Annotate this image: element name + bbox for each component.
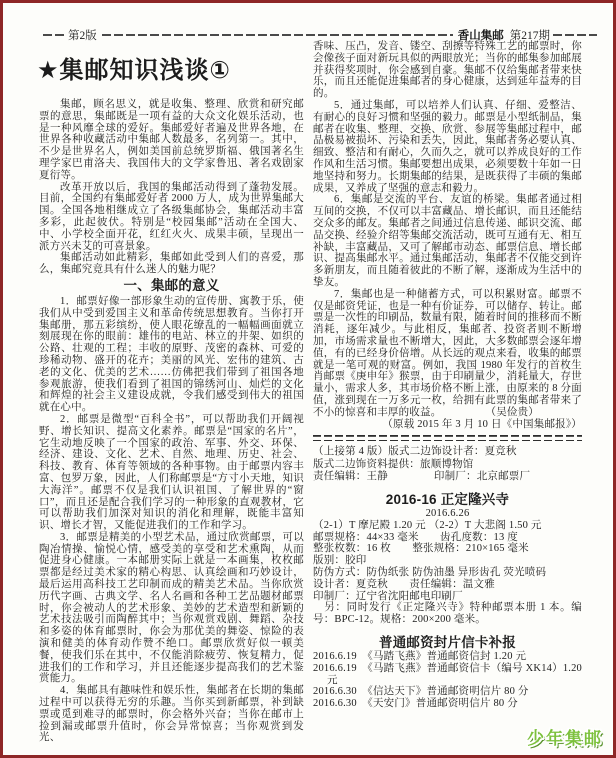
stamp-spec-line: 另：同时发行《正定隆兴寺》特种邮票本册 1 本。编号：BPC-12。规格：200×200 毫米。 <box>313 602 582 626</box>
header-rule <box>553 34 597 36</box>
paragraph: 集邮活动如此精彩，集邮如此受到人们的喜爱，那么，集邮究竟具有什么迷人的魅力呢？ <box>39 252 304 276</box>
stamp-spec-line: 邮票规格：44×33 毫米 齿孔度数：13 度 <box>313 531 518 543</box>
report-list <box>313 651 582 710</box>
issue-date: 2016.6.26 <box>425 508 470 520</box>
paragraph: 6．集邮是交流的平台、友谊的桥梁。集邮者通过相互间的交换，不仅可以丰富藏品、增长邮识，而且还能结交众多的邮友。集邮者之间通过信息传递、邮识交流、邮品交换、经验介绍等集邮交流活动，既可互通有无、相互补缺，丰富藏品，又可了解邮市动态、邮票信息、增长邮识、提高集邮水平。通过集邮活动，集邮者不仅能交到许多新朋友，而且随着彼此的不断了解，逐渐成为生活中的挚友。 <box>313 194 582 288</box>
paragraph <box>313 289 582 419</box>
report-entry: 2016.6.19 《马踏飞燕》普通邮资信封 1.20 元 <box>313 651 527 663</box>
section-divider <box>313 435 582 441</box>
stamp-spec-line: 防伪方式：防伪纸张 防伪油墨 异形齿孔 荧光喷码 <box>313 567 547 579</box>
paragraph: 香味、压凸，发音、镂空、刮擦等特殊工艺的邮票时，你会像孩子面对新玩具似的两眼放光；当你的邮集参加邮展并获得奖项时，你会感到自豪。集邮不仅给集邮者带来快乐，而且还能促进集邮者的身心健康，达到延年益寿的目的。 <box>313 41 582 100</box>
stamp-spec-line: 设计者：夏竞秋 责任编辑：温文雅 <box>313 578 495 590</box>
section-heading: 一、集邮的意义 <box>123 277 220 293</box>
youth-philately-logo: 少年集邮 <box>527 729 603 748</box>
colophon-line <box>313 471 582 483</box>
edition-label: 第2版 <box>68 30 97 42</box>
paragraph: 2．邮票是微型“百科全书”，可以帮助我们开阔视野、增长知识、提高文化素养。邮票是“国家的名片”，它生动地反映了一个国家的政治、军事、外交、环保、经济、建设、文化、艺术、自然、地理、历史、社会、科技、教育、体育等领域的各种事物。由于邮票内容丰富、包罗万象，因此，人们称邮票是“方寸小天地，知识大海洋”。邮票不仅是我们认识祖国、了解世界的“窗口”，而且还是配合我们学习的一种形象的直观教材，它可以帮助我们加深对知识的消化和理解，既能丰富知识、增长才智，又能促进我们的工作和学习。 <box>39 413 304 532</box>
printer-credit: 印制厂：北京邮票厂 <box>433 471 531 483</box>
stamp-spec-line: 印制厂：辽宁省沈阳邮电印刷厂 <box>313 590 463 602</box>
article-title: ★集邮知识浅谈① <box>37 57 231 84</box>
colophon-line: （上接第 4 版）版式二边饰设计者：夏竞秋 <box>313 446 517 458</box>
paragraph: 5．通过集邮，可以培养人们认真、仔细、爱整洁、有耐心的良好习惯和坚强的毅力。邮票是小型纸制品，集邮者在收集、整理、交换、欣赏、参展等集邮过程中，邮品极易被损坏、污染和丢失，因此，集邮者务必要认真、细致、整洁和有耐心，久而久之，就可以养成良好的工作作风和生活习惯。集邮要想出成果，必须要数十年如一日地坚持和努力。长期集邮的结果，是既获得了丰硕的集邮成果，又养成了坚强的意志和毅力。 <box>313 99 582 194</box>
colophon-line: 版式二边饰资料提供：旅顺博物馆 <box>313 459 474 471</box>
masthead-title: 香山集邮 <box>457 30 504 42</box>
paragraph: 3．邮票是精美的小型艺术品，通过欣赏邮票，可以陶冶情操、愉悦心情，感受美的享受和艺术熏陶，从而促进身心健康。一本邮册实际上就是一本画集，枚枚邮票都是经过美术家的精心构思、认真绘画和巧妙设计，最后运用高科技工艺印制而成的精美艺术品。当你欣赏历代字画、古典文学、名人名画和各种工艺品题材邮票时，你会被动人的艺术形象、美妙的艺术造型和新颖的艺术技法吸引而陶醉其中；当你观赏戏剧、舞蹈、杂技和多姿的体育邮票时，你会为那优美的舞姿、惊险的表演和健美的体育动作赞不绝口。邮票欣赏好似一顿美餐，使我们乐在其中，不仅能消除疲劳、恢复精力，促进我们的工作和学习，并且还能逐步提高我们的艺术鉴赏能力。 <box>39 531 304 685</box>
stamp-spec-line: 版别：胶印 <box>313 555 367 567</box>
right-column <box>313 41 582 710</box>
source-note: （原载 2015 年 3 月 10 日《中国集邮报》） <box>382 418 582 430</box>
issue-number: 第217期 <box>509 30 550 42</box>
stamp-spec-line: 整张枚数：16 枚 整张规格：210×165 毫米 <box>313 543 529 555</box>
paragraph-text: 7．集邮也是一种储蓄方式，可以积累财富。邮票不仅是邮资凭证，也是一种有价证券，可以储存、转让。邮票是一次性的印刷品，数量有限，随着时间的推移而不断消耗，逐年减少。与此相反，集邮者、投资者则不断增加，市场需求量也不断增大，因此，大多数邮票会逐年增值，有的已经身价倍增。从长远的观点来看，收集的邮票就是一笔可观的财富。例如，我国 1980 年发行的首枚生肖邮票《庚申年》猴票，由于印刷量少，消耗量大，存世量小，需求人多，其市场价格不断上涨，由原来的 8 分面值，涨到现在一万多元一枚，给拥有此票的集邮者带来了不小的惊喜和丰厚的收益。 <box>313 288 582 418</box>
stamp-spec-line: （2-1）T 摩尼殿 1.20 元 （2-2）T 大悲阁 1.50 元 <box>313 519 542 531</box>
stamp-spec-list <box>313 520 582 626</box>
header-rule <box>102 34 453 36</box>
report-entry: 2016.6.19 《马踏飞燕》普通邮资信卡（编号 XK14）1.20 元 <box>313 662 582 686</box>
paragraph: 集邮，顾名思义，就是收集、整理、欣赏和研究邮票的意思，集邮既是一项有益的大众文化娱乐活动，也是一种风靡全球的爱好。集邮爱好者遍及世界各地，在世界各种收藏活动中集邮人数最多，名列第一。其中，不少是世界名人，例如美国前总统罗斯福、俄国著名生理学家巴甫洛夫、我国伟大的文学家鲁迅、著名戏剧家夏衍等。 <box>39 99 304 181</box>
colophon <box>313 445 582 483</box>
stamp-issue-heading: 2016-16 正定隆兴寺 <box>385 492 510 508</box>
paragraph: 4．集邮具有趣味性和娱乐性，集邮者在长期的集邮过程中可以获得无穷的乐趣。当你买到新邮票，补到缺票或觅到难寻的邮票时，你会格外兴奋；当你在邮市上捡到漏或邮票升值时，你会异常惊喜；当你观赏到发光、 <box>39 685 304 744</box>
editor-credit: 责任编辑：王静 <box>313 471 388 483</box>
header-rule <box>43 34 65 36</box>
paragraph: 1．邮票好像一部形象生动的宣传册、寓教于乐，使我们从中受到爱国主义和革命传统思想教育。当你打开集邮册，那五彩缤纷，使人眼花缭乱的一幅幅画面就立刻展现在你的眼前：雄伟的电站、林立的井架、如织的公路、壮观的工程；丰收的原野、茂密的森林、可爱的珍稀动物、盛开的花卉；美丽的风光、宏伟的建筑、古老的文化、优美的艺术……仿佛把我们带到了祖国各地参观旅游，使我们看到了祖国的锦绣河山、灿烂的文化和辉煌的社会主义建设成就，令我们感受到伟大的祖国就在心中。 <box>39 295 304 414</box>
left-column <box>39 99 304 744</box>
paragraph: 改革开放以后，我国的集邮活动得到了蓬勃发展。目前，全国约有集邮爱好者 2000 万人，成为世界集邮大国。全国各地相继成立了各级集邮协会，集邮活动丰富多彩，此起彼伏。特别是“校园集邮”活动在全国大、中、小学校全面开花，红红火火、成果丰硕，呈现出一派方兴未艾的可喜景象。 <box>39 181 304 252</box>
author-credit: （吴俭贵） <box>485 406 539 418</box>
report-heading: 普通邮资封片信卡补报 <box>379 635 516 651</box>
report-entry: 2016.6.30 《信达天下》普通邮资明信片 80 分 <box>313 686 529 698</box>
report-entry: 2016.6.30 《天安门》普通邮资明信片 80 分 <box>313 698 518 710</box>
